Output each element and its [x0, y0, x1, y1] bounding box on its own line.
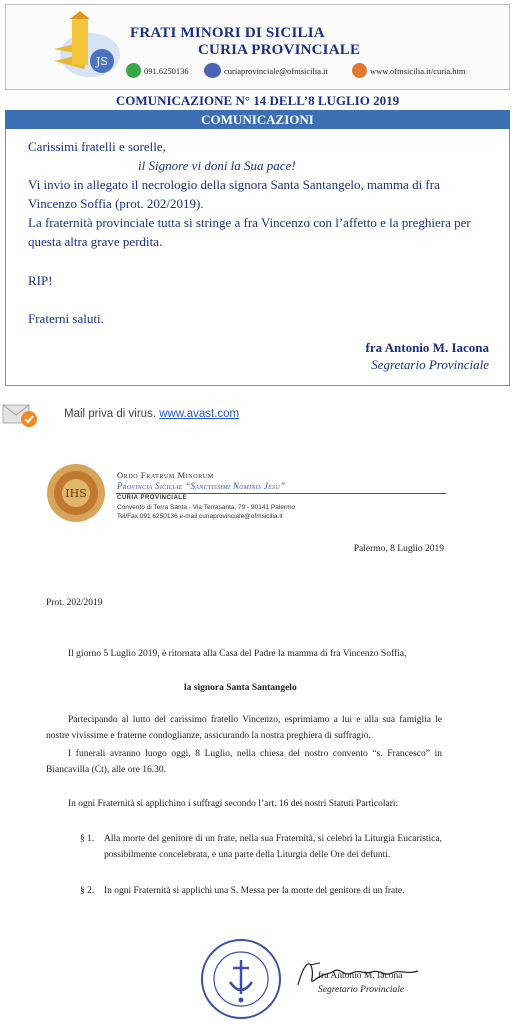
protocol-number: Prot. 202/2019 — [46, 598, 103, 608]
web-icon — [352, 63, 367, 78]
letter-paragraph-1: Il giorno 5 Luglio 2019, è ritornata alla Casa del Padre la mamma di fra Vincenzo Soffia, — [68, 649, 407, 659]
avast-text: Mail priva di virus. — [64, 408, 157, 420]
province-crest-icon — [46, 463, 106, 523]
email-header-banner — [5, 4, 510, 90]
footer-signer-name: fra Antonio M. Iacona — [318, 971, 403, 981]
envelope-check-icon — [2, 402, 38, 428]
greeting: Carissimi fratelli e sorelle, — [28, 139, 166, 154]
svg-text:JS: JS — [96, 55, 108, 68]
footer-signer-role: Segretario Provinciale — [318, 985, 405, 995]
paragraph-2: La fraternità provinciale tutta si stringe a fra Vincenzo con l’affetto e la preghiera per questa altra grave perdita. — [28, 215, 471, 249]
svg-text:IHS: IHS — [65, 487, 87, 500]
letterhead-order: Ordo Fratrum Minorum — [117, 470, 214, 480]
email-letter-box — [5, 129, 510, 386]
letterhead-province: Provincia Siciliae “Sanctissimi Nominis Jesu” — [117, 481, 286, 491]
province-logo-icon — [44, 11, 124, 85]
email-address[interactable]: curiaprovinciale@ofmsicilia.it — [224, 65, 328, 76]
section-bar: COMUNICAZIONI — [5, 110, 510, 129]
curia-seal-icon — [200, 938, 282, 1020]
deceased-name: la signora Santa Santangelo — [184, 683, 297, 693]
phone-contact — [126, 63, 189, 78]
banner-contacts — [120, 63, 510, 83]
phone-number: 091.6250136 — [144, 65, 189, 76]
article-2-number: § 2. — [80, 886, 95, 896]
avast-notice — [64, 408, 239, 420]
email-contact[interactable] — [204, 63, 328, 78]
article-1-text: Alla morte del genitore di un frate, nella sua Fraternità, si celebri la Liturgia Eucaristica, possibilmente concelebrata, e una parte della Liturgia delle Ore dei defunti. — [104, 834, 442, 860]
letterhead-curia: CURIA PROVINCIALE — [117, 495, 187, 501]
rip-text: RIP! — [28, 273, 53, 288]
closing: Fraterni saluti. — [28, 311, 104, 326]
banner-title-line2: CURIA PROVINCIALE — [198, 42, 361, 58]
article-2-text: In ogni Fraternità si applichi una S. Messa per la morte del genitore di un frate. — [104, 886, 405, 896]
paragraph-1: Vi invio in allegato il necrologio della signora Santa Santangelo, mamma di fra Vincenzo Soffia (prot. 202/2019). — [28, 177, 440, 211]
letter-paragraph-4: In ogni Fraternità si applichino i suffragi secondo l’art. 16 dei nostri Statuti Particolari: — [68, 799, 399, 809]
letter-paragraph-3: I funerali avranno luogo oggi, 8 Luglio, nella chiesa del nostro convento “s. Francesco” in Biancavilla (Ct), alle ore 16.30. — [46, 749, 442, 775]
letter-paragraph-2: Partecipando al lutto del carissimo fratello Vincenzo, esprimiamo a lui e alla sua famiglia le nostre vivissime e fraterne condoglianze, assicurando la nostra preghiera di suffragio. — [46, 715, 442, 741]
avast-link[interactable]: www.avast.com — [159, 408, 240, 420]
blessing: il Signore vi doni la Sua pace! — [138, 158, 296, 173]
web-contact[interactable] — [352, 63, 466, 78]
letterhead-telfax: Tel/Fax 091 6250136 e-mail curiaprovinciale@ofmsicilia.it — [117, 513, 283, 520]
signer-name: fra Antonio M. Iacona — [365, 340, 489, 355]
banner-title-line1: FRATI MINORI DI SICILIA — [130, 25, 325, 41]
web-address[interactable]: www.ofmsicilia.it/curia.htm — [370, 65, 466, 76]
letterhead-address: Convento di Terra Santa - Via Terrasanta, 79 - 90141 Palermo — [117, 504, 296, 511]
article-1-number: § 1. — [80, 834, 95, 844]
place-date: Palermo, 8 Luglio 2019 — [353, 544, 444, 554]
letterhead-rule — [116, 493, 446, 494]
signer-role: Segretario Provinciale — [371, 357, 489, 372]
mail-icon — [204, 63, 221, 78]
communication-title: COMUNICAZIONE N° 14 DELL’8 LUGLIO 2019 — [115, 93, 400, 108]
phone-icon — [126, 63, 141, 78]
